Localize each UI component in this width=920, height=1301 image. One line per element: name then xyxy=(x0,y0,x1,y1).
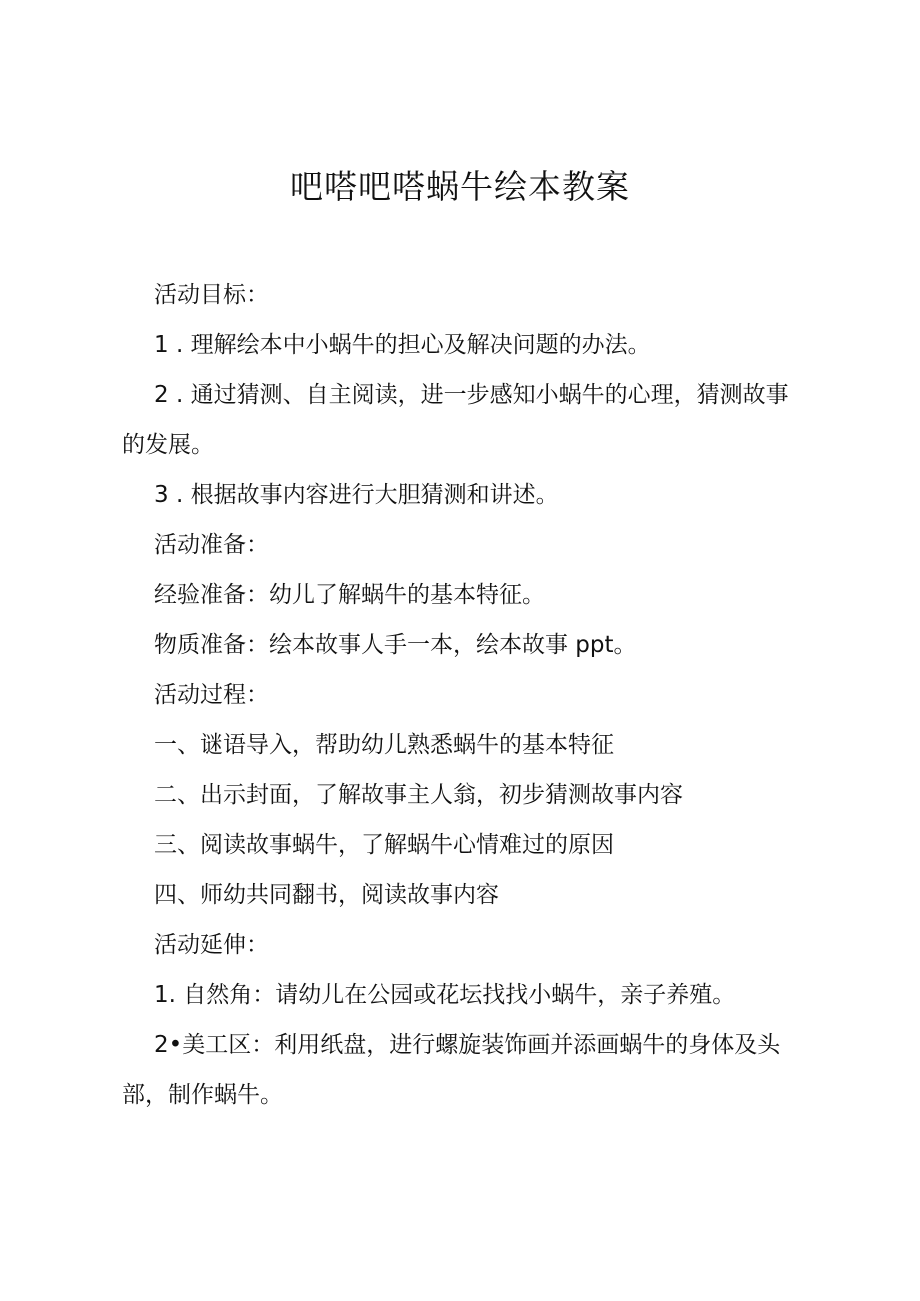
goal-item-2: 2 . 通过猜测、自主阅读，进一步感知小蜗牛的心理，猜测故事的发展。 xyxy=(122,382,789,458)
heading-activity-preparation: 活动准备： xyxy=(154,532,269,558)
process-step-3: 三、阅读故事蜗牛，了解蜗牛心情难过的原因 xyxy=(154,832,614,858)
goal-item-3: 3 . 根据故事内容进行大胆猜测和讲述。 xyxy=(154,482,559,508)
goal-item-1: 1 . 理解绘本中小蜗牛的担心及解决问题的办法。 xyxy=(154,332,651,358)
extension-item-1: 1. 自然角：请幼儿在公园或花坛找找小蜗牛，亲子养殖。 xyxy=(154,982,736,1008)
process-step-4: 四、师幼共同翻书，阅读故事内容 xyxy=(154,882,499,908)
extension-item-2: 2•美工区：利用纸盘，进行螺旋装饰画并添画蜗牛的身体及头部，制作蜗牛。 xyxy=(122,1032,781,1108)
document-body xyxy=(122,270,792,1120)
process-step-1: 一、谜语导入，帮助幼儿熟悉蜗牛的基本特征 xyxy=(154,732,614,758)
preparation-experience: 经验准备：幼儿了解蜗牛的基本特征。 xyxy=(154,582,545,608)
process-step-2: 二、出示封面，了解故事主人翁，初步猜测故事内容 xyxy=(154,782,683,808)
preparation-materials: 物质准备：绘本故事人手一本，绘本故事 ppt。 xyxy=(154,632,637,658)
document-title: 吧嗒吧嗒蜗牛绘本教案 xyxy=(290,167,630,206)
heading-activity-process: 活动过程： xyxy=(154,682,269,708)
heading-activity-goals: 活动目标： xyxy=(154,282,269,308)
heading-activity-extension: 活动延伸： xyxy=(154,932,269,958)
